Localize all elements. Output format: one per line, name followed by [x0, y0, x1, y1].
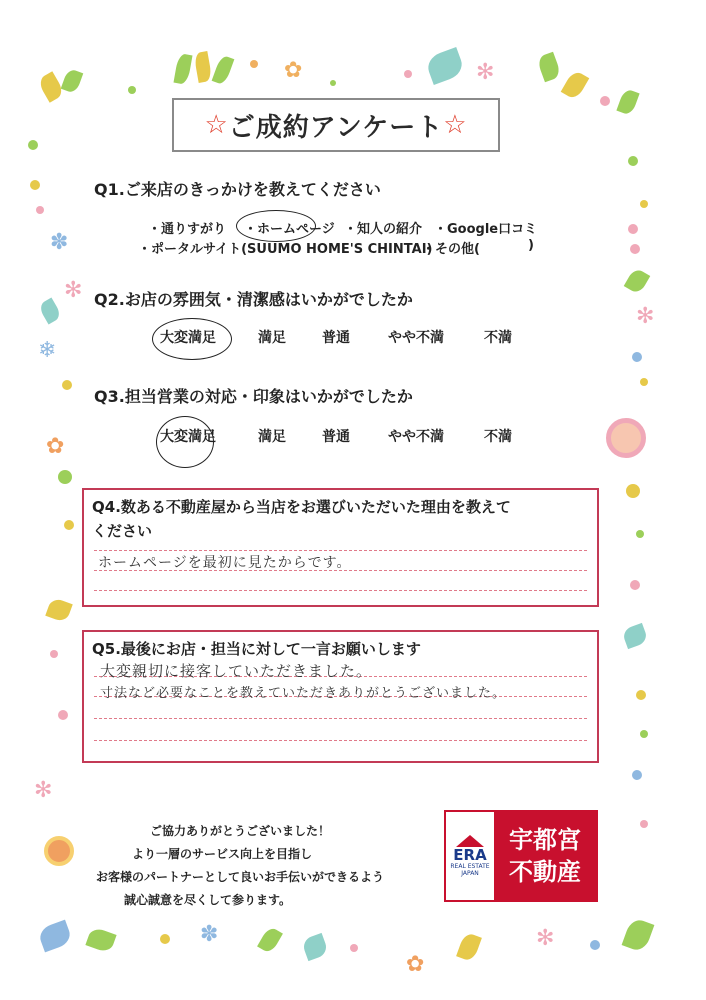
leaf-decoration: [424, 47, 466, 85]
q1-option: ・ホームページ: [244, 222, 335, 237]
leaf-decoration: [616, 88, 639, 116]
dot-decoration: [160, 934, 170, 944]
leaf-decoration: [301, 933, 329, 961]
dot-decoration: [44, 836, 74, 866]
company-logo: [444, 810, 598, 902]
dot-decoration: [640, 820, 648, 828]
leaf-decoration: [561, 69, 590, 101]
flower-decoration: ✻: [476, 60, 495, 85]
dot-decoration: [640, 200, 648, 208]
closing-line: ご協力ありがとうございました！: [150, 824, 331, 838]
dot-decoration: [636, 530, 644, 538]
closing-line: 誠心誠意を尽くして参ります。: [124, 893, 292, 907]
dot-decoration: [628, 224, 638, 234]
q3-choice: 不満: [484, 429, 512, 445]
q2-choice: 大変満足: [160, 330, 216, 346]
dot-decoration: [30, 180, 40, 190]
q1-option: ・Google口コミ: [434, 222, 538, 237]
leaf-decoration: [194, 51, 213, 83]
dot-decoration: [630, 580, 640, 590]
era-sub: JAPAN: [461, 870, 479, 877]
dot-decoration: [606, 418, 646, 458]
q1-heading: Q1.ご来店のきっかけを教えてください: [94, 180, 381, 199]
q4-heading: Q4.数ある不動産屋から当店をお選びいただいた理由を教えて: [92, 498, 511, 516]
flower-decoration: ✿: [46, 434, 65, 459]
dot-decoration: [628, 156, 638, 166]
q1-option: ・知人の紹介: [344, 222, 423, 237]
q2-heading: Q2.お店の雰囲気・清潔感はいかがでしたか: [94, 290, 413, 309]
leaf-decoration: [45, 597, 73, 623]
leaf-decoration: [85, 926, 116, 954]
q2-choice: やや不満: [388, 330, 444, 346]
dot-decoration: [632, 352, 642, 362]
dot-decoration: [630, 244, 640, 254]
leaf-decoration: [257, 926, 283, 955]
leaf-decoration: [212, 54, 235, 85]
answer-line: [94, 590, 587, 591]
flower-decoration: ✽: [50, 230, 69, 255]
q2-choice: 不満: [484, 330, 512, 346]
star-icon: ☆: [204, 110, 229, 140]
dot-decoration: [600, 96, 610, 106]
q3-heading: Q3.担当営業の対応・印象はいかがでしたか: [94, 387, 413, 406]
answer-line: [94, 740, 587, 741]
dot-decoration: [626, 484, 640, 498]
leaf-decoration: [61, 68, 84, 94]
flower-decoration: ✻: [636, 304, 655, 329]
page-title: [172, 98, 500, 152]
q2-choice: 満足: [258, 330, 286, 346]
q3-choice: やや不満: [388, 429, 444, 445]
q1-option: ・通りすがり: [148, 222, 227, 237]
dot-decoration: [62, 380, 72, 390]
q1-option: ・ポータルサイト(SUUMO HOME'S CHINTAI): [138, 242, 433, 257]
q3-choice: 満足: [258, 429, 286, 445]
dot-decoration: [58, 710, 68, 720]
dot-decoration: [36, 206, 44, 214]
dot-decoration: [250, 60, 258, 68]
q4-heading-cont: ください: [92, 522, 153, 540]
leaf-decoration: [624, 267, 651, 295]
dot-decoration: [640, 378, 648, 386]
flower-decoration: ✻: [34, 778, 53, 803]
q3-choice: 普通: [322, 429, 350, 445]
closing-line: より一層のサービス向上を目指し: [132, 847, 313, 861]
q5-heading: Q5.最後にお店・担当に対して一言お願いします: [92, 640, 421, 658]
era-sub: REAL ESTATE: [450, 863, 490, 870]
era-logo: [446, 812, 494, 900]
closing-line: お客様のパートナーとして良いお手伝いができるよう: [96, 870, 385, 884]
answer-line: [94, 718, 587, 719]
company-name-block: [494, 812, 596, 900]
flower-decoration: ✻: [536, 926, 555, 951]
dot-decoration: [636, 690, 646, 700]
q5-answer-line1: 大変親切に接客していただきました。: [100, 662, 373, 680]
leaf-decoration: [456, 932, 482, 963]
leaf-decoration: [38, 297, 63, 324]
dot-decoration: [64, 520, 74, 530]
flower-decoration: ✻: [64, 278, 83, 303]
star-icon: ☆: [443, 110, 468, 140]
title-text: ご成約アンケート: [228, 112, 444, 143]
q5-answer-line2: 寸法など必要なことを教えていただきありがとうございました。: [100, 686, 507, 701]
selection-circle: [152, 318, 232, 360]
answer-line: [94, 550, 587, 551]
q4-answer-box: [82, 488, 599, 607]
q1-option: ・その他(: [422, 242, 480, 257]
q2-choice: 普通: [322, 330, 350, 346]
leaf-decoration: [536, 52, 562, 83]
company-name-line1: 宇都宮: [509, 826, 581, 854]
selection-circle: [156, 416, 214, 468]
q5-answer-box: [82, 630, 599, 763]
dot-decoration: [632, 770, 642, 780]
flower-decoration: ✽: [200, 922, 219, 947]
flower-decoration: ✿: [284, 58, 303, 83]
dot-decoration: [330, 80, 336, 86]
q3-choice: 大変満足: [160, 429, 216, 445]
era-brand: ERA: [453, 846, 487, 864]
dot-decoration: [128, 86, 136, 94]
flower-decoration: ❄: [38, 338, 57, 363]
dot-decoration: [28, 140, 38, 150]
leaf-decoration: [174, 53, 193, 85]
dot-decoration: [590, 940, 600, 950]
dot-decoration: [50, 650, 58, 658]
dot-decoration: [404, 70, 412, 78]
leaf-decoration: [37, 920, 73, 953]
leaf-decoration: [621, 623, 649, 649]
leaf-decoration: [622, 917, 655, 953]
q4-answer-text: ホームページを最初に見たからです。: [98, 555, 352, 571]
dot-decoration: [58, 470, 72, 484]
dot-decoration: [350, 944, 358, 952]
flower-decoration: ✿: [406, 952, 425, 977]
company-name-line2: 不動産: [509, 858, 581, 886]
q1-option: ): [528, 238, 534, 253]
dot-decoration: [640, 730, 648, 738]
